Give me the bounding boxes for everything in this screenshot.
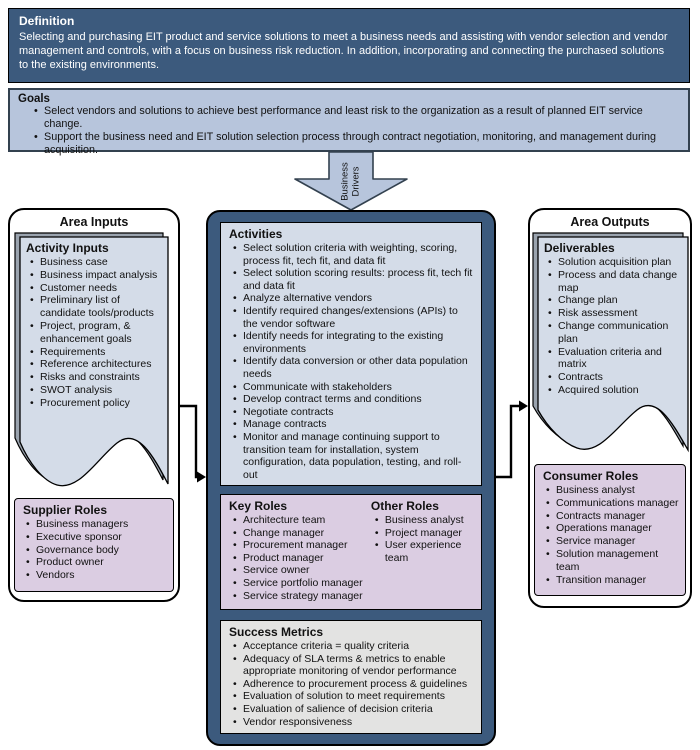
list-item: • Identify needs for integrating to the existing environments [243, 330, 473, 355]
output-arrowhead-icon [519, 401, 528, 412]
area-outputs-title: Area Outputs [570, 215, 650, 229]
list-item: • Contracts [558, 371, 682, 384]
list-item: • Change communication plan [558, 320, 682, 346]
activities-panel [220, 222, 482, 486]
list-item: • Evaluation criteria and matrix [558, 346, 682, 372]
list-item: • Solution acquisition plan [558, 256, 682, 269]
list-item: • Adherence to procurement process & guidelines [243, 678, 473, 691]
list-item: • Acquired solution [558, 384, 682, 397]
list-item: • Analyze alternative vendors [243, 292, 473, 305]
area-inputs-title: Area Inputs [59, 215, 129, 229]
roles-panel [220, 494, 482, 610]
other-roles-list [371, 514, 473, 564]
list-item: • Executive sponsor [36, 531, 165, 544]
list-item: • Adequacy of SLA terms & metrics to enable appropriate monitoring of vendor performance [243, 653, 473, 678]
list-item: • Service manager [556, 535, 681, 548]
list-item: • Product owner [36, 556, 165, 569]
list-item: • Negotiate contracts [243, 406, 473, 419]
list-item: • Acceptance criteria = quality criteria [243, 640, 473, 653]
activities-title: Activities [229, 227, 283, 241]
list-item: • Preliminary list of candidate tools/products [40, 294, 162, 320]
list-item: • Contracts manager [556, 510, 681, 523]
deliverables-title: Deliverables [544, 241, 615, 255]
consumer-roles-box [534, 464, 686, 596]
list-item: • Vendor responsiveness [243, 716, 473, 729]
list-item: • Project, program, & enhancement goals [40, 320, 162, 346]
consumer-roles-list [543, 484, 681, 586]
down-arrow-icon [294, 151, 408, 212]
list-item: • Reference architectures [40, 358, 162, 371]
definition-box [8, 8, 690, 83]
list-item: • SWOT analysis [40, 384, 162, 397]
list-item: • Service portfolio manager [243, 577, 367, 590]
input-arrowhead-icon [197, 472, 206, 483]
list-item: • Procurement manager [243, 539, 367, 552]
list-item: • Monitor and manage continuing support to transition team for installation, system configuration, data population, testing, and roll-out [243, 431, 473, 481]
supplier-roles-title: Supplier Roles [23, 503, 108, 517]
list-item: • Risk assessment [558, 307, 682, 320]
list-item: • Develop contract terms and conditions [243, 393, 473, 406]
success-metrics-list [229, 640, 473, 728]
list-item: • Procurement policy [40, 397, 162, 410]
list-item: • Service strategy manager [243, 590, 367, 603]
key-roles-section [229, 499, 367, 605]
list-item: • Change plan [558, 294, 682, 307]
list-item: • Requirements [40, 346, 162, 359]
list-item: • Business case [40, 256, 162, 269]
deliverables-list [544, 256, 682, 397]
business-drivers-label: Business Drivers [339, 161, 361, 201]
list-item: • Identify data conversion or other data population needs [243, 355, 473, 380]
success-metrics-title: Success Metrics [229, 625, 324, 639]
activity-inputs-card [26, 241, 162, 410]
list-item: • Select solution criteria with weighting, scoring, process fit, tech fit, and data fit [243, 242, 473, 267]
list-item: • Transition manager [556, 574, 681, 587]
output-flow-arrow [495, 406, 519, 477]
goals-box [8, 88, 690, 156]
list-item: • Manage contracts [243, 418, 473, 431]
definition-title: Definition [19, 14, 75, 28]
activities-list [229, 242, 473, 481]
list-item: • Service owner [243, 564, 367, 577]
success-metrics-panel [220, 620, 482, 734]
list-item: • Governance body [36, 544, 165, 557]
input-flow-arrow [178, 406, 198, 477]
list-item: • User experience team [385, 539, 473, 564]
list-item: • Change manager [243, 527, 367, 540]
other-roles-title: Other Roles [370, 499, 439, 513]
deliverables-card [544, 241, 682, 397]
list-item: • Evaluation of salience of decision criteria [243, 703, 473, 716]
activity-inputs-title: Activity Inputs [26, 241, 109, 255]
list-item: • Identify required changes/extensions (APIs) to the vendor software [243, 305, 473, 330]
list-item: • Project manager [385, 527, 473, 540]
list-item: • Select solution scoring results: process fit, tech fit and data fit [243, 267, 473, 292]
list-item: • Business managers [36, 518, 165, 531]
supplier-roles-box [14, 498, 174, 592]
key-roles-title: Key Roles [229, 499, 288, 513]
list-item: • Business analyst [385, 514, 473, 527]
list-item: • Vendors [36, 569, 165, 582]
other-roles-section [371, 499, 473, 605]
list-item: • Risks and constraints [40, 371, 162, 384]
list-item: • Select vendors and solutions to achieve best performance and least risk to the organization as a result of planned EIT service change. [44, 105, 658, 131]
list-item: • Business impact analysis [40, 269, 162, 282]
list-item: • Evaluation of solution to meet requirements [243, 690, 473, 703]
key-roles-list [229, 514, 367, 602]
list-item: • Process and data change map [558, 269, 682, 295]
list-item: • Architecture team [243, 514, 367, 527]
list-item: • Support the business need and EIT solution selection process through contract negotiation, monitoring, and management during acquisition. [44, 131, 658, 157]
consumer-roles-title: Consumer Roles [543, 469, 639, 483]
list-item: • Customer needs [40, 282, 162, 295]
list-item: • Business analyst [556, 484, 681, 497]
goals-title: Goals [18, 93, 50, 105]
activity-inputs-list [26, 256, 162, 410]
list-item: • Communicate with stakeholders [243, 381, 473, 394]
goals-list [18, 105, 658, 157]
list-item: • Product manager [243, 552, 367, 565]
list-item: • Communications manager [556, 497, 681, 510]
list-item: • Operations manager [556, 522, 681, 535]
definition-body: Selecting and purchasing EIT product and service solutions to meet a business needs and assisting with vendor selection and vendor management and controls, with a focus on business risk reduction. In addition, incorporating and connecting the purchased solutions to the existing environments. [19, 31, 668, 71]
list-item: • Solution management team [556, 548, 681, 574]
supplier-roles-list [23, 518, 165, 582]
